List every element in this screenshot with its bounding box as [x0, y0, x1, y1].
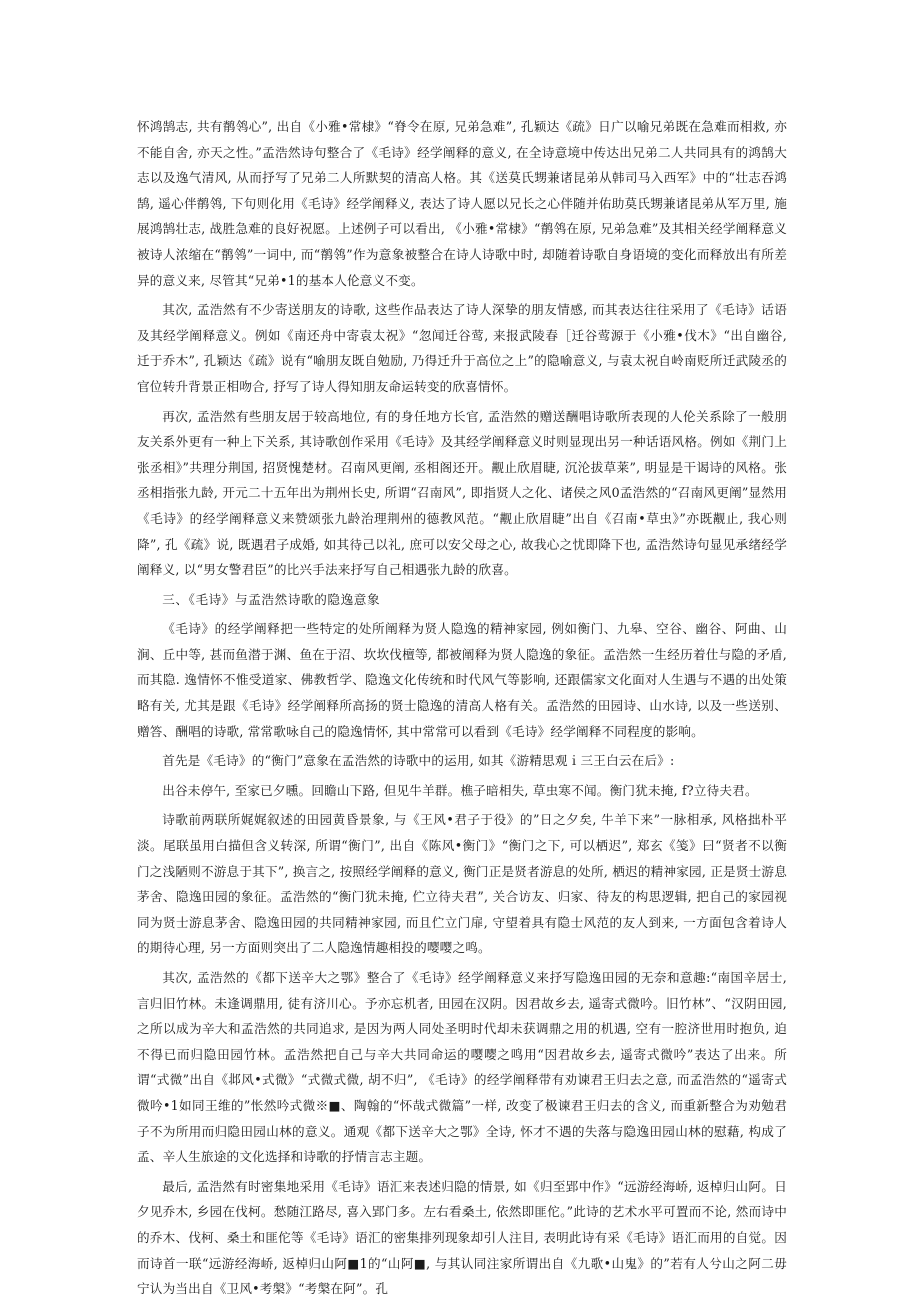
body-paragraph: 首先是《毛诗》的“衡门”意象在孟浩然的诗歌中的运用, 如其《游精思观ｉ三王白云在后》: [162, 753, 675, 769]
body-paragraph: 怀鸿鹄志, 共有鹡鸰心”, 出自《小雅•常棣》“脊令在原, 兄弟急难”, 孔颖达《疏》日广以喻兄弟既在急难而相救, 亦不能自舍, 亦天之性。”孟浩然诗句整合了《毛诗》经学阐释的意义, 在全诗意境中传达出兄弟二人共同具有的鸿鹄大志以及逸气清风, 从而抒写了兄弟二人所默契的清高人格。其《送莫氏甥兼诸昆弟从韩司马入西军》中的“壮志吞鸿鹄, 遥心伴鹡鸰, 下句则化用《毛诗》经学阐释义, 表达了诗人愿以兄长之心伴随并佑助莫氏甥兼诸昆弟从军万里, 施展鸿鹄壮志, 战胜急难的良好祝愿。上述例子可以看出, 《小雅•常棣》“鹡鸰在原, 兄弟急难”及其相关经学阐释意义被诗人浓缩在“鹡鸰”一词中, 而“鹡鸰”作为意象被整合在诗人诗歌中时, 却随着诗歌自身语境的变化而释放出有所差异的意义来, 尽管其“兄弟•1的基本人伦意义不变。 [137, 119, 787, 288]
body-paragraph: 其次, 孟浩然的《都下送辛大之鄂》整合了《毛诗》经学阐释意义来抒写隐逸田园的无奈和意趣:“南国辛居士, 言归旧竹林。未逢调鼎用, 徒有济川心。予亦忘机者, 田园在汉阴。因君故乡去, 遥寄式微吟。旧竹林”、“汉阴田园, 之所以成为辛大和孟浩然的共同追求, 是因为两人同处圣明时代却未获调鼎之用的机遇, 空有一腔济世用时抱负, 迫不得已而归隐田园竹林。孟浩然把自己与辛大共同命运的嘤嘤之鸣用“因君故乡去, 遥寄式微吟”表达了出来。所谓“式微”出自《邶风•式微》“式微式微, 胡不归”, 《毛诗》的经学阐释带有劝谏君王归去之意, 而孟浩然的“遥寄式微吟•1如同王维的”怅然吟式微※■、陶翰的“怀哉式微篇”一样, 改变了极谏君王归去的含义, 而重新整合为劝勉君子不为所用而归隐田园山林的意义。通观《都下送辛大之鄂》全诗, 怀才不遇的失落与隐逸田园山林的慰藉, 构成了孟、辛人生旅途的文化选择和诗歌的抒情言志主题。 [137, 970, 787, 1165]
quoted-poem: 出谷未停午, 至家已夕曛。回瞻山下路, 但见牛羊群。樵子暗相失, 草虫寒不闻。衡门犹未掩, f?立待夫君。 [162, 782, 758, 798]
body-paragraph: 诗歌前两联所娓娓叙述的田园黄昏景象, 与《王风•君子于役》的”日之夕矣, 牛羊下来”一脉相承, 风格拙朴平淡。尾联虽用白描但含义转深, 所谓“衡门”, 出自《陈风•衡门》“衡门之下, 可以栖迟”, 郑玄《笺》曰“贤者不以衡门之浅陋则不游息于其下”, 换言之, 按照经学阐释的意义, 衡门正是贤者游息的处所, 栖迟的精神家园, 正是贤士游息茅舍、隐逸田园的象征。孟浩然的“衡门犹未掩, 伫立待夫君”, 关合访友、归家、待友的构思逻辑, 把自己的家园视同为贤士游息茅舍、隐逸田园的共同精神家园, 而且伫立门扉, 守望着具有隐士风范的友人到来, 一方面包含着诗人的期待心理, 另一方面则突出了二人隐逸情趣相投的嘤嘤之鸣。 [137, 812, 787, 956]
body-paragraph: 再次, 孟浩然有些朋友居于较高地位, 有的身任地方长官, 孟浩然的赠送酬唱诗歌所表现的人伦关系除了一般朋友关系外更有一种上下关系, 其诗歌创作采用《毛诗》及其经学阐释意义时则显现出另一种话语风格。例如《荆门上张丞相》”共理分荆国, 招贤愧楚材。召南风更阐, 丞相阁还开。觏止欣眉睫, 沉沦拔草莱”, 明显是干谒诗的风格。张丞相指张九龄, 开元二十五年出为荆州长史, 所谓“召南风”, 即指贤人之化、诸侯之风0孟浩然的“召南风更阐”显然用《毛诗》的经学阐释意义来赞颂张九龄治理荆州的德教风范。“觏止欣眉睫”出自《召南•草虫》”亦既觏止, 我心则降”, 孔《疏》说, 既遇君子成婚, 如其待己以礼, 庶可以安父母之心, 故我心之忧即降下也, 孟浩然诗句显见承绪经学阐释义, 以“男女警君臣”的比兴手法来抒写自己相遇张九龄的欣喜。 [137, 408, 787, 578]
body-paragraph: 最后, 孟浩然有时密集地采用《毛诗》语汇来表述归隐的情景, 如《归至郢中作》“远游经海峤, 返棹归山阿。日夕见乔木, 乡园在伐柯。愁随江路尽, 喜入郢门多。左右看桑土, 依然即匪佗。”此诗的艺术水平可置而不论, 然而诗中的乔木、伐柯、桑土和匪佗等《毛诗》语汇的密集排列现象却引人注目, 表明此诗有采《毛诗》语汇而用的自觉。因而诗首一联“远游经海峤, 返棹归山阿■1的“山阿■, 与其认同注家所谓出自《九歌•山鬼》的”若有人兮山之阿二毋宁认为当出自《卫风•考槃》“考槃在阿”。孔 [137, 1178, 787, 1297]
document-page [137, 114, 787, 1306]
body-paragraph: 《毛诗》的经学阐释把一些特定的处所阐释为贤人隐逸的精神家园, 例如衡门、九皋、空谷、幽谷、阿曲、山涧、丘中等, 甚而鱼潜于渊、鱼在于沼、坎坎伐檀等, 都被阐释为贤人隐逸的象征。孟浩然一生经历着仕与隐的矛盾, 而其隐. 逸情怀不惟受道家、佛教哲学、隐逸文化传统和时代风气等影响, 还跟儒家文化面对人生遇与不遇的出处策略有关, 尤其是跟《毛诗》经学阐释所高扬的贤士隐逸的清高人格有关。孟浩然的田园诗、山水诗, 以及一些送别、赠答、酬唱的诗歌, 常常歌咏自己的隐逸情怀, 其中常常可以看到《毛诗》经学阐释不同程度的影响。 [137, 621, 787, 739]
body-paragraph: 其次, 孟浩然有不少寄送朋友的诗歌, 这些作品表达了诗人深挚的朋友情感, 而其表达往往采用了《毛诗》话语及其经学阐释意义。例如《南还舟中寄袁太祝》“忽闻迁谷莺, 来报武陵春［迁谷莺源于《小雅•伐木》“出自幽谷, 迁于乔木”, 孔颖达《疏》说有“喻朋友既自勉励, 乃得迁升于高位之上”的隐喻意义, 与袁太祝自岭南贬所迁武陵丞的官位转升背景正相吻合, 抒写了诗人得知朋友命运转变的欣喜情怀。 [137, 302, 787, 394]
section-heading: 三、《毛诗》与孟浩然诗歌的隐逸意象 [162, 591, 381, 607]
